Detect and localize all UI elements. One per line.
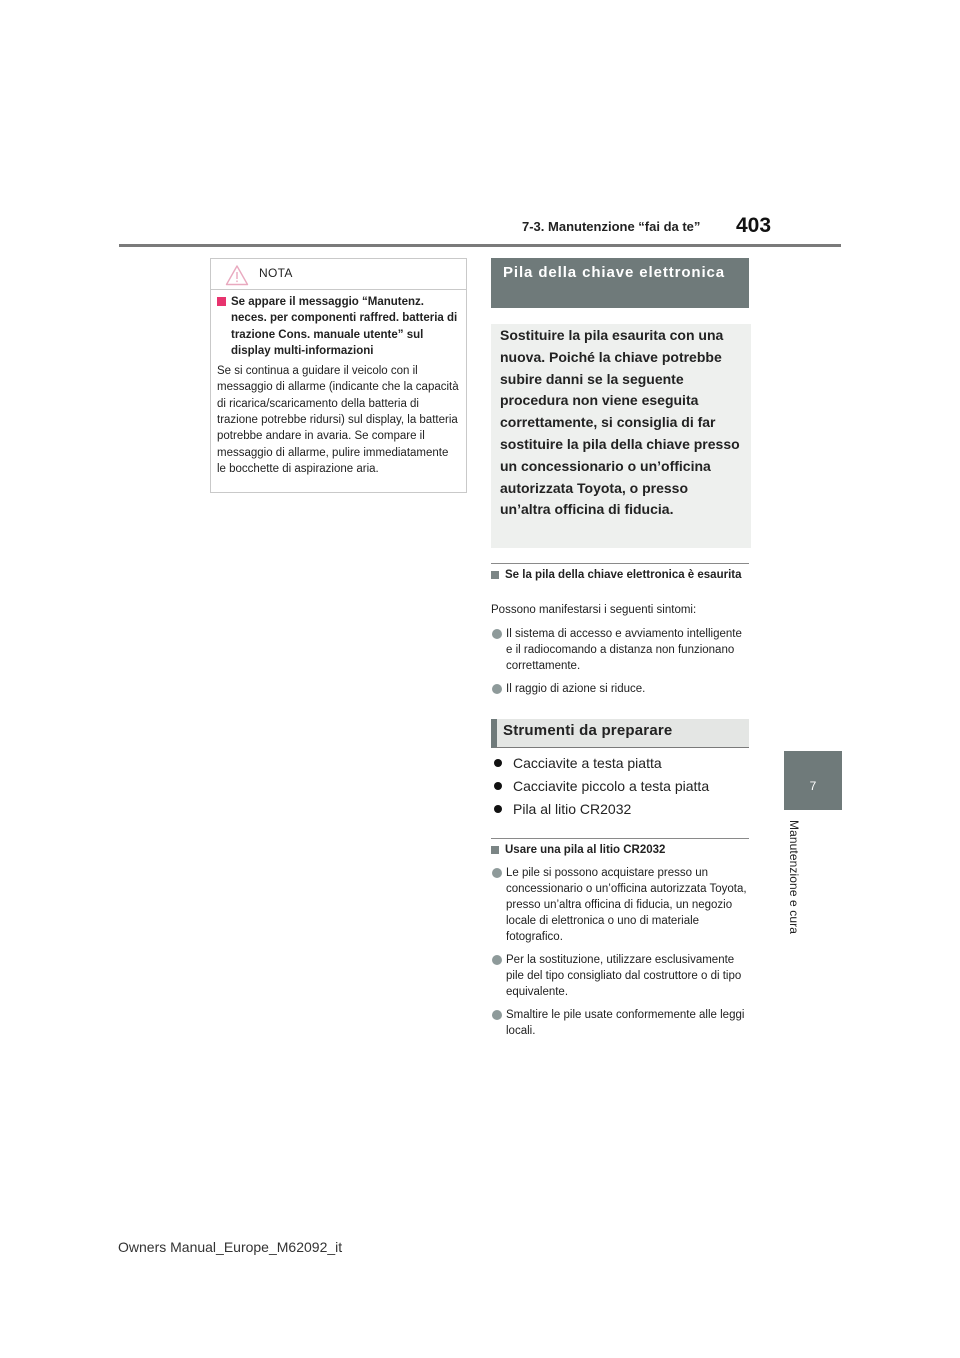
callout-box: Sostituire la pila esaurita con una nuova. Poiché la chiave potrebbe subire danni se la seguente procedura non viene eseguita correttamente, si consiglia di far sostituire la pila della chiave presso un concessionario o un’officina autorizzata Toyota, o presso un’altra officina di fiducia. [491, 324, 751, 548]
divider [491, 563, 749, 564]
circle-bullet-icon [492, 629, 502, 639]
page-number: 403 [736, 214, 772, 237]
divider [491, 838, 749, 839]
tool-item: Cacciavite piccolo a testa piatta [491, 778, 709, 794]
circle-bullet-icon [492, 684, 502, 694]
footer-text: Owners Manual_Europe_M62092_it [118, 1239, 343, 1255]
nota-heading-text: Se appare il messaggio “Manutenz. neces. per componenti raffred. batteria di trazione Cons. manuale utente” sul display multi-informazioni [231, 296, 458, 357]
depleted-heading [491, 568, 749, 584]
square-bullet-icon [491, 571, 499, 579]
warning-triangle-icon [225, 264, 249, 286]
circle-bullet-icon [492, 868, 502, 878]
section-banner: Pila della chiave elettronica [491, 258, 749, 308]
circle-bullet-icon [492, 955, 502, 965]
circle-bullet-icon [492, 1010, 502, 1020]
bullet-icon [494, 782, 502, 790]
square-bullet-icon [217, 297, 226, 306]
nota-body-text: Se si continua a guidare il veicolo con il messaggio di allarme (indicante che la capacità di ricarica/scaricamento della batteria di trazione potrebbe ridursi) sul display, la batteria potrebbe andare in avaria. Se compare il messaggio di allarme, pulire immediatamente le bocchette di aspirazione aria. [217, 365, 459, 475]
bullet-icon [494, 759, 502, 767]
nota-box [210, 258, 467, 493]
battery-heading [491, 843, 749, 859]
chapter-tab [784, 751, 842, 810]
list-item: Smaltire le pile usate conformemente alle leggi locali. [491, 1007, 749, 1039]
nota-label: NOTA [259, 266, 293, 280]
tool-item: Pila al litio CR2032 [491, 801, 631, 817]
header-rule [119, 244, 841, 247]
battery-heading-text: Usare una pila al litio CR2032 [505, 844, 666, 856]
list-item: Il sistema di accesso e avviamento intelligente e il radiocomando a distanza non funzionano correttamente. [491, 626, 749, 674]
nota-header [211, 259, 466, 290]
depleted-intro: Possono manifestarsi i seguenti sintomi: [491, 604, 697, 616]
bullet-icon [494, 805, 502, 813]
depleted-heading-text: Se la pila della chiave elettronica è esaurita [505, 569, 742, 581]
nota-heading [217, 294, 460, 359]
square-bullet-icon [491, 846, 499, 854]
section-title: 7-3. Manutenzione “fai da te” [522, 219, 701, 234]
tool-item: Cacciavite a testa piatta [491, 755, 662, 771]
list-item: Per la sostituzione, utilizzare esclusivamente pile del tipo consigliato dal costruttore o di tipo equivalente. [491, 952, 749, 1000]
tools-header: Strumenti da preparare [491, 719, 749, 748]
chapter-number: 7 [809, 779, 817, 793]
list-item: Le pile si possono acquistare presso un concessionario o un’officina autorizzata Toyota, presso un’altra officina di fiducia, un negozio locale di elettronica o uno di materiale fotografico. [491, 865, 749, 945]
chapter-label: Manutenzione e cura [787, 820, 801, 934]
list-item: Il raggio di azione si riduce. [491, 681, 749, 697]
